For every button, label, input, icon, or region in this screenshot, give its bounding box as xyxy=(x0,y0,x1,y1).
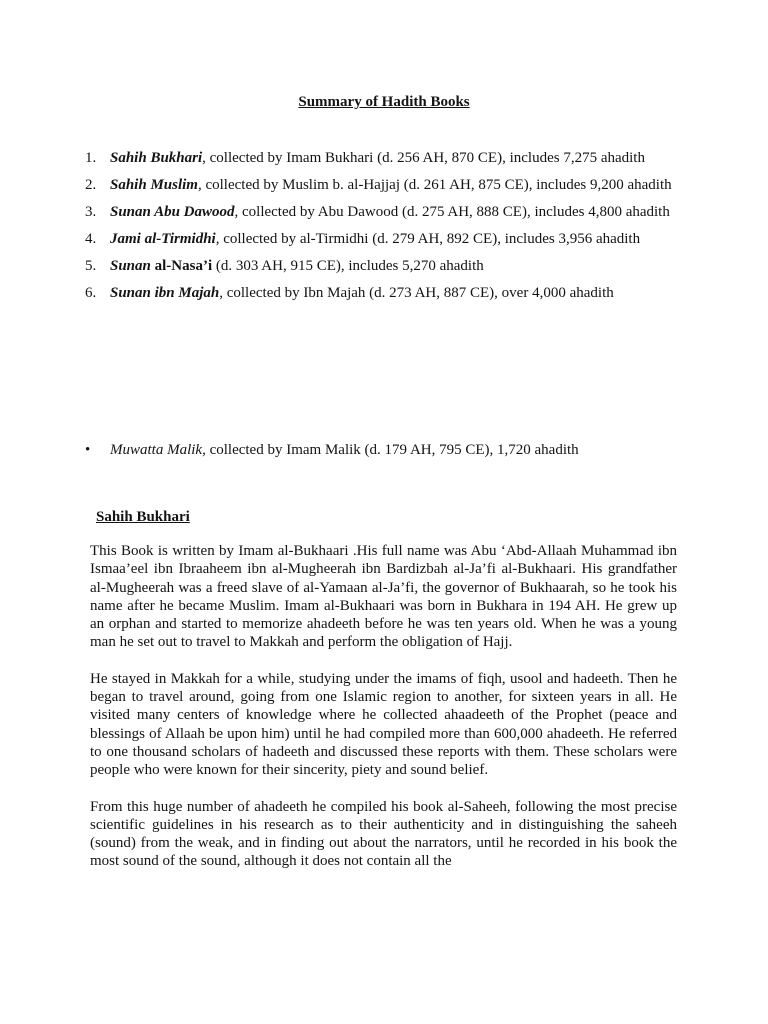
book-description: , collected by Abu Dawood (d. 275 AH, 888 CE), includes 4,800 ahadith xyxy=(234,204,670,220)
list-number: 1. xyxy=(85,150,97,166)
book-title: Sunan xyxy=(110,258,151,274)
section-body xyxy=(90,542,677,889)
book-description: , collected by Muslim b. al-Hajjaj (d. 261 AH, 875 CE), includes 9,200 ahadith xyxy=(197,177,672,193)
book-list-item xyxy=(85,226,677,253)
book-description: , collected by Imam Bukhari (d. 256 AH, 870 CE), includes 7,275 ahadith xyxy=(202,150,645,166)
list-number: 2. xyxy=(85,177,97,193)
book-list-item xyxy=(85,199,677,226)
book-title: Sunan ibn Majah xyxy=(110,285,220,301)
book-description: (d. 303 AH, 915 CE), includes 5,270 ahadith xyxy=(212,258,484,274)
paragraph: He stayed in Makkah for a while, studying under the imams of fiqh, usool and hadeeth. Then he began to travel around, going from one Islamic region to another, for sixteen years in all. He visited many centers of knowledge where he collected ahaadeeth of the Prophet (peace and blessings of Allaah be upon him) until he had compiled more than 600,000 ahadeeth. He referred to one thousand scholars of hadeeth and discussed these reports with them. These scholars were people who were known for their sincerity, piety and sound belief. xyxy=(90,670,677,779)
hadith-book-list xyxy=(85,145,677,307)
book-title: Jami al-Tirmidhi xyxy=(110,231,216,247)
list-number: 6. xyxy=(85,285,97,301)
list-number: 4. xyxy=(85,231,97,247)
book-title-suffix: al-Nasa’i xyxy=(150,258,213,274)
list-number: 3. xyxy=(85,204,97,220)
bullet-list-item xyxy=(85,437,677,464)
section-heading: Sahih Bukhari xyxy=(96,509,190,525)
book-list-item xyxy=(85,253,677,280)
page-title: Summary of Hadith Books xyxy=(298,94,470,110)
book-title: Sunan Abu Dawood xyxy=(110,204,235,220)
book-title: Sahih Bukhari xyxy=(110,150,203,166)
paragraph: From this huge number of ahadeeth he compiled his book al-Saheeh, following the most precise scientific guidelines in his research as to their authenticity and in distinguishing the saheeh (sound) from the weak, and in finding out about the narrators, until he recorded in his book the most sound of the sound, although it does not contain all the xyxy=(90,798,677,870)
book-list-item xyxy=(85,172,677,199)
book-description: , collected by Imam Malik (d. 179 AH, 795 CE), 1,720 ahadith xyxy=(202,442,579,458)
list-number: 5. xyxy=(85,258,97,274)
bullet-text xyxy=(85,437,677,464)
book-list-item xyxy=(85,280,677,307)
paragraph: This Book is written by Imam al-Bukhaari .His full name was Abu ‘Abd-Allaah Muhammad ibn Ismaa’eel ibn Ibraaheem ibn al-Mugheerah ibn Bardizbah al-Ja’fi al-Bukhaari. His grandfather al-Mugheerah was a freed slave of al-Yamaan al-Ja’fi, the governor of Bukhaarah, so he took his name after he became Muslim. Imam al-Bukhaari was born in Bukhara in 194 AH. He grew up an orphan and started to memorize ahadeeth before he was ten years old. When he was a young man he set out to travel to Makkah and perform the obligation of Hajj. xyxy=(90,543,677,651)
book-list-item xyxy=(85,145,677,172)
book-description: , collected by al-Tirmidhi (d. 279 AH, 892 CE), includes 3,956 ahadith xyxy=(215,231,641,247)
book-description: , collected by Ibn Majah (d. 273 AH, 887 CE), over 4,000 ahadith xyxy=(219,285,614,301)
book-title: Sahih Muslim xyxy=(110,177,198,193)
bullet-icon: • xyxy=(85,442,91,458)
book-title: Muwatta Malik xyxy=(110,442,203,458)
